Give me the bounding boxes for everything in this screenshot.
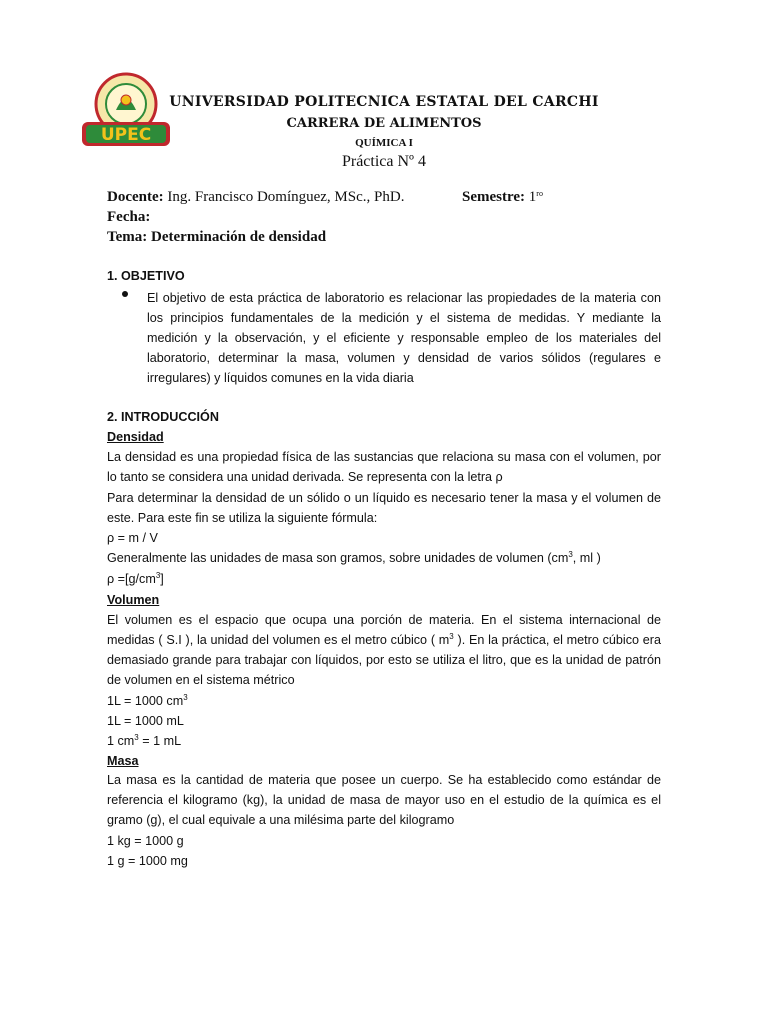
tema-value: Determinación de densidad [151,229,327,245]
volumen-text-b: ). En la práctica, el metro cúbico era demasiado grande para trabajar con líquidos, por esto se utiliza el litro, que es la unidad de patrón de volumen en el sistema métrico [107,633,661,687]
docente-line [107,189,404,206]
objetivo-text: El objetivo de esta práctica de laboratorio es relacionar las propiedades de la materia con los principios fundamentales de la medición y el sistema de medidas. Y mediante la medición y la observación, y el eficiente y responsable empleo de los materiales del laboratorio, determinar la masa, volumen y densidad de varios sólidos (regulares e irregulares) y líquidos comunes en la vida diaria [147,291,661,385]
equation-cm3-ml [107,731,181,751]
equation-liter-ml: 1L = 1000 mL [107,714,184,728]
volumen-title: Volumen [107,593,160,607]
eq1-text: 1L = 1000 cm [107,694,184,708]
logo-wordmark: UPEC [100,125,152,145]
eq1-sup: 3 [183,693,188,702]
practice-number: Práctica Nº 4 [341,153,427,170]
bullet-dot [122,291,128,297]
tema-label: Tema: [107,229,148,245]
units-sup: 3 [568,550,573,559]
equation-liter-cm3 [107,691,188,711]
intro-heading: 2. INTRODUCCIÓN [107,410,219,424]
semestre-label: Semestre: [462,189,526,205]
density-formula: ρ = m / V [107,531,158,545]
tema-line [107,229,326,246]
semestre-sup: ro [536,189,543,198]
equation-g-mg: 1 g = 1000 mg [107,854,188,868]
eq3-text: 1 cm [107,734,135,748]
units-line-end: , ml ) [572,551,601,565]
density-unit-sup: 3 [155,571,161,580]
volumen-sup: 3 [449,632,454,641]
eq3-sup: 3 [134,733,139,742]
densidad-paragraph-2: Para determinar la densidad de un sólido o un líquido es necesario tener la masa y el volumen de este. Para este fin se utiliza la siguiente fórmula: [107,491,661,525]
density-unit-text: ρ =[g/cm [107,572,156,586]
masa-paragraph: La masa es la cantidad de materia que posee un cuerpo. Se ha establecido como estándar de referencia el kilogramo (kg), la unidad de masa de mayor uso en el estudio de la química es el gramo (g), el cual equivale a una milésima parte del kilogramo [107,773,661,827]
eq3-end: = 1 mL [138,734,182,748]
docente-value: Ing. Francisco Domínguez, MSc., PhD. [167,189,405,205]
density-unit-end: ] [160,572,164,586]
units-line [107,548,601,568]
densidad-paragraph-1: La densidad es una propiedad física de las sustancias que relaciona su masa con el volumen, por lo tanto se considera una unidad derivada. Se representa con la letra ρ [107,450,661,484]
volumen-text-a: El volumen es el espacio que ocupa una porción de materia. En el sistema internacional de medidas ( S.I ), la unidad del volumen es el metro cúbico ( m [107,613,661,647]
units-line-text: Generalmente las unidades de masa son gramos, sobre unidades de volumen (cm [107,551,569,565]
masa-title: Masa [107,754,139,768]
semestre-line [462,189,543,206]
university-title: UNIVERSIDAD POLITECNICA ESTATAL DEL CARCHI [169,94,599,110]
density-unit [107,569,164,589]
objetivo-heading: 1. OBJETIVO [107,269,185,283]
volumen-paragraph [107,610,661,690]
subject-title: QUÍMICA I [355,137,413,149]
equation-kg-g: 1 kg = 1000 g [107,834,184,848]
densidad-title: Densidad [107,430,164,444]
docente-label: Docente: [107,189,164,205]
semestre-value: 1 [528,189,537,205]
fecha-label: Fecha: [107,209,151,225]
career-title: CARRERA DE ALIMENTOS [286,116,482,131]
